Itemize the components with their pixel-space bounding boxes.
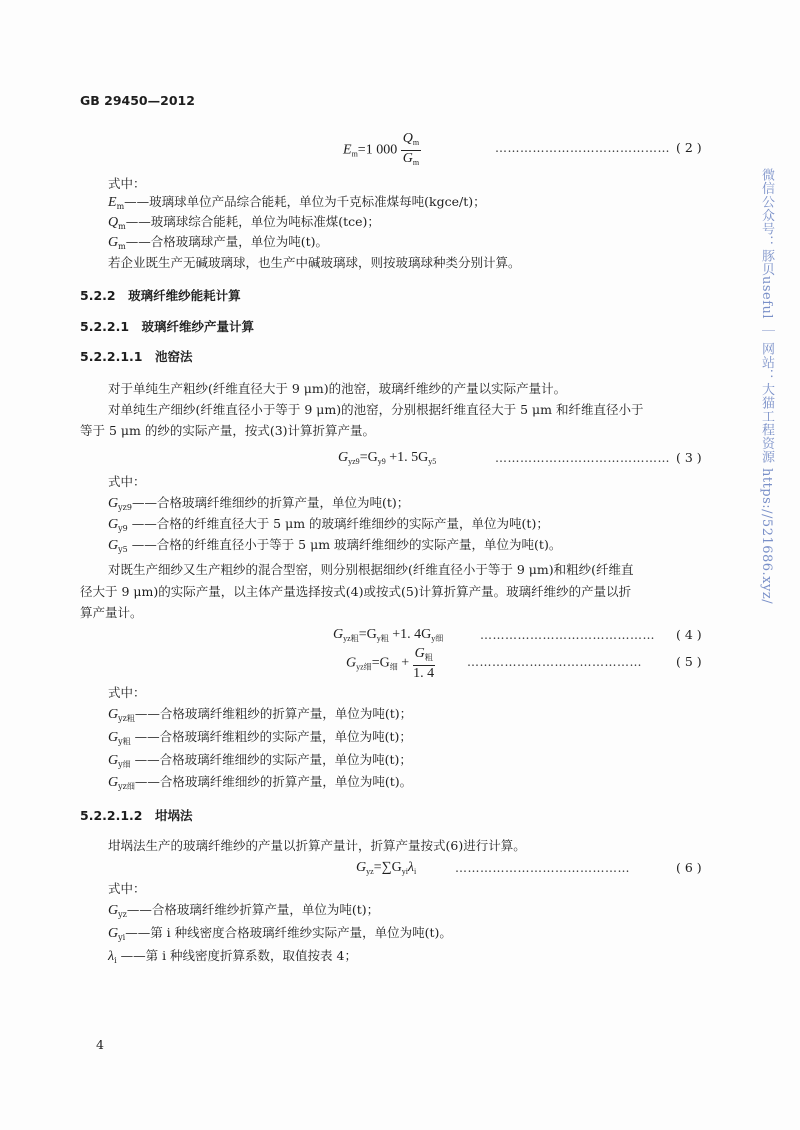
leader-dots: …………………………………… <box>480 628 655 642</box>
equation-number: ( 5 ) <box>676 654 702 669</box>
where-label: 式中： <box>108 176 146 191</box>
equation-5: $G_{yz细}=G_细$ + $\frac{G_粗}{1. 4}$ <box>346 646 435 681</box>
equation-6: $G_{yz}=\sum G_{yi}\lambda_i$ <box>356 860 417 876</box>
definition: $G_{yz粗}——$合格玻璃纤维粗纱的折算产量，单位为吨(t)； <box>108 706 413 723</box>
where-label: 式中： <box>108 685 146 700</box>
leader-dots: …………………………………… <box>455 861 630 875</box>
page-header: GB 29450—2012 <box>80 93 195 108</box>
paragraph: 径大于 9 μm)的实际产量，以主体产量选择按式(4)或按式(5)计算折算产量。玻璃纤维纱的产量以折 <box>80 584 632 599</box>
definition: $\lambda_i$ ——第 i 种线密度折算系数，取值按表 4； <box>108 948 357 965</box>
section-heading: 5.2.2 玻璃纤维纱能耗计算 <box>80 288 241 303</box>
watermark: 微信公众号：豚贝useful ｜ 网站：大猫工程资源 https://521686.xyz/ <box>759 168 774 605</box>
equation-2: $E_m=1$ 000 $\frac{Q_m}{G_m}$ <box>343 131 420 167</box>
where-label: 式中： <box>108 881 146 896</box>
definition: $G_{yi}——$第 i 种线密度合格玻璃纤维纱实际产量，单位为吨(t)。 <box>108 925 452 942</box>
paragraph: 对既生产细纱又生产粗纱的混合型窑，则分别根据细纱(纤维直径小于等于 9 μm)和粗纱(纤维直 <box>108 562 634 577</box>
definition: $G_m——$合格玻璃球产量，单位为吨(t)。 <box>108 234 328 251</box>
definition: $G_{y9}$ ——合格的纤维直径大于 5 μm 的玻璃纤维细纱的实际产量，单位为吨(t)； <box>108 516 549 533</box>
section-heading: 5.2.2.1.2 坩埚法 <box>80 808 193 823</box>
paragraph: 对于单纯生产粗纱(纤维直径大于 9 μm)的池窑，玻璃纤维纱的产量以实际产量计。 <box>108 381 567 396</box>
definition: $G_{y细}$ ——合格玻璃纤维细纱的实际产量，单位为吨(t)； <box>108 752 412 769</box>
definition: $G_{yz}——$合格玻璃纤维纱折算产量，单位为吨(t)； <box>108 902 380 919</box>
equation-number: ( 6 ) <box>676 860 702 875</box>
equation-4: $G_{yz粗}=G_{y粗} +1$. $4G_{y细}$ <box>333 627 444 643</box>
definition: $G_{yz9}——$合格玻璃纤维细纱的折算产量，单位为吨(t)； <box>108 495 410 512</box>
paragraph: 坩埚法生产的玻璃纤维纱的产量以折算产量计，折算产量按式(6)进行计算。 <box>108 838 526 853</box>
definition: $Q_m——$玻璃球综合能耗，单位为吨标准煤(tce)； <box>108 214 380 231</box>
where-label: 式中： <box>108 474 146 489</box>
section-heading: 5.2.2.1.1 池窑法 <box>80 349 193 364</box>
leader-dots: …………………………………… <box>495 141 670 155</box>
equation-number: ( 4 ) <box>676 627 702 642</box>
equation-number: ( 2 ) <box>676 140 702 155</box>
leader-dots: …………………………………… <box>495 451 670 465</box>
paragraph: 若企业既生产无碱玻璃球，也生产中碱玻璃球，则按玻璃球种类分别计算。 <box>108 255 521 270</box>
paragraph: 等于 5 μm 的纱的实际产量，按式(3)计算折算产量。 <box>80 423 376 438</box>
page-number: 4 <box>96 1037 104 1052</box>
definition: $E_m——$玻璃球单位产品综合能耗，单位为千克标准煤每吨(kgce/t)； <box>108 194 486 211</box>
definition: $G_{y粗}$ ——合格玻璃纤维粗纱的实际产量，单位为吨(t)； <box>108 729 412 746</box>
leader-dots: …………………………………… <box>467 655 642 669</box>
section-heading: 5.2.2.1 玻璃纤维纱产量计算 <box>80 319 255 334</box>
paragraph: 算产量计。 <box>80 605 143 620</box>
definition: $G_{y5}$ ——合格的纤维直径小于等于 5 μm 玻璃纤维细纱的实际产量，单位为吨(t)。 <box>108 537 562 554</box>
equation-3: $G_{yz9}=G_{y9} +1$. $5G_{y5}$ <box>338 450 437 466</box>
equation-number: ( 3 ) <box>676 450 702 465</box>
paragraph: 对单纯生产细纱(纤维直径小于等于 9 μm)的池窑，分别根据纤维直径大于 5 μm 和纤维直径小于 <box>108 402 644 417</box>
definition: $G_{yz细}——$合格玻璃纤维细纱的折算产量，单位为吨(t)。 <box>108 774 413 791</box>
